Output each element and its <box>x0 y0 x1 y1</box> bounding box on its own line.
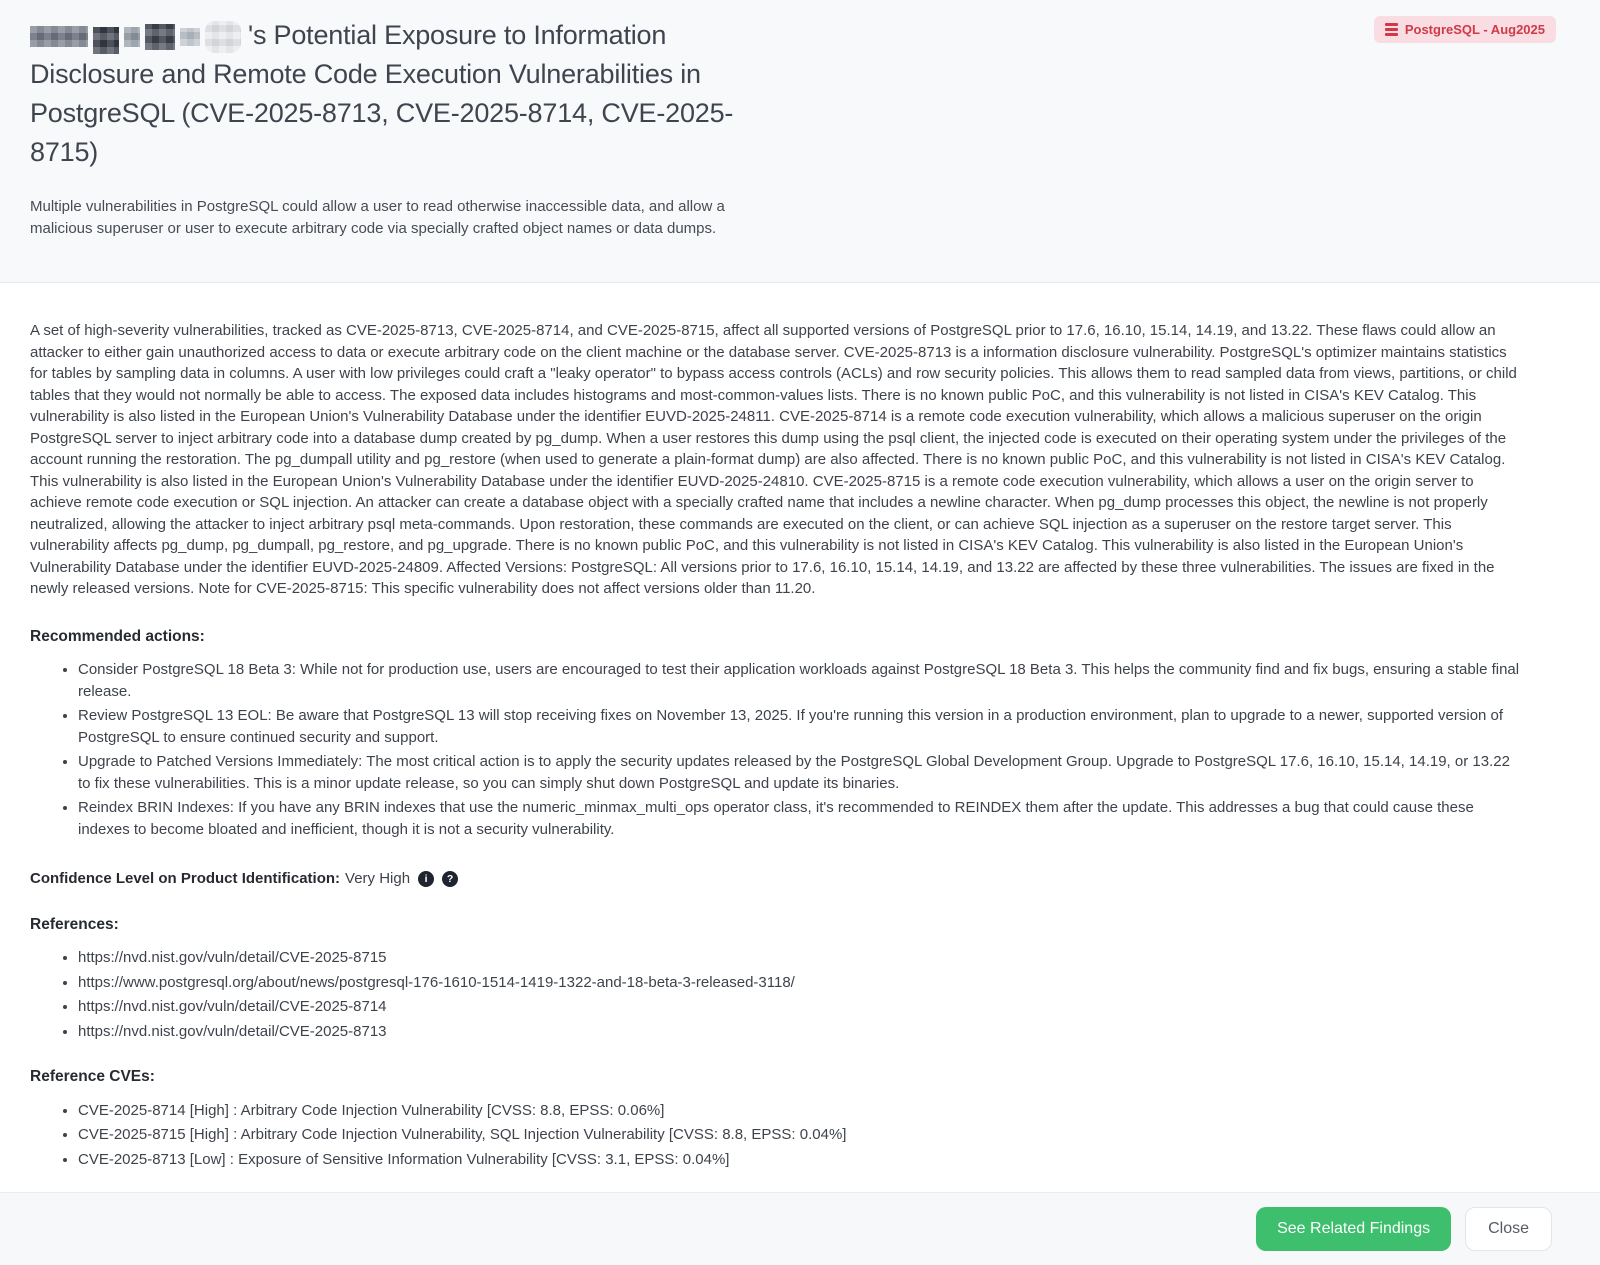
page-title <box>30 16 775 172</box>
report-header <box>0 0 1600 283</box>
reference-link: • https://nvd.nist.gov/vuln/detail/CVE-2025-8713 <box>78 1021 1525 1043</box>
report-body <box>0 283 1600 1222</box>
reference-link: • https://nvd.nist.gov/vuln/detail/CVE-2025-8714 <box>78 996 1525 1018</box>
cve-item: • CVE-2025-8715 [High] : Arbitrary Code Injection Vulnerability, SQL Injection Vulnerability [CVSS: 8.8, EPSS: 0.04%] <box>78 1124 1525 1146</box>
help-icon[interactable]: ? <box>442 871 458 887</box>
cve-item: • CVE-2025-8713 [Low] : Exposure of Sensitive Information Vulnerability [CVSS: 3.1, EPSS: 0.04%] <box>78 1149 1525 1171</box>
list-item: • Upgrade to Patched Versions Immediately: The most critical action is to apply the security updates released by the PostgreSQL Global Development Group. Upgrade to PostgreSQL 17.6, 16.10, 15.14, 14.19, or 13.22 to fix these vulnerabilities. This is a minor update release, so you can simply shut down PostgreSQL and update its binaries. <box>78 751 1525 794</box>
see-related-findings-button[interactable]: See Related Findings <box>1256 1207 1451 1251</box>
confidence-value: Very High <box>345 870 411 887</box>
recommended-actions-list <box>30 659 1525 840</box>
summary-paragraph: A set of high-severity vulnerabilities, tracked as CVE-2025-8713, CVE-2025-8714, and CVE-2025-8715, affect all supported versions of PostgreSQL prior to 17.6, 16.10, 15.14, 14.19, and 13.22. These flaws could allow an attacker to either gain unauthorized access to data or execute arbitrary code on the client machine or the database server. CVE-2025-8713 is a information disclosure vulnerability. PostgreSQL's optimizer maintains statistics for tables by sampling data in columns. A user with low privileges could craft a "leaky operator" to bypass access controls (ACLs) and row security policies. This allows them to read sampled data from views, partitions, or child tables that they would not normally be able to access. The exposed data includes histograms and most-common-values lists. There is no known public PoC, and this vulnerability is not listed in CISA's KEV Catalog. This vulnerability is also listed in the European Union's Vulnerability Database under the identifier EUVD-2025-24811. CVE-2025-8714 is a remote code execution vulnerability, which allows a malicious superuser on the origin PostgreSQL server to inject arbitrary code into a database dump created by pg_dump. When a user restores this dump using the psql client, the injected code is executed on their operating system under the privileges of the account running the restoration. The pg_dumpall utility and pg_restore (when used to generate a plain-format dump) are also affected. There is no known public PoC, and this vulnerability is not listed in CISA's KEV Catalog. This vulnerability is also listed in the European Union's Vulnerability Database under the identifier EUVD-2025-24810. CVE-2025-8715 is a remote code execution vulnerability, which allows a user on the origin server to achieve remote code execution or SQL injection. An attacker can create a database object with a specially crafted name that includes a newline character. When pg_dump processes this object, the newline is not properly neutralized, allowing the attacker to inject arbitrary psql meta-commands. Upon restoration, these commands are executed on the client, or can achieve SQL injection as a superuser on the restore target server. This vulnerability affects pg_dump, pg_dumpall, pg_restore, and pg_upgrade. There is no known public PoC, and this vulnerability is not listed in CISA's KEV Catalog. This vulnerability is also listed in the European Union's Vulnerability Database under the identifier EUVD-2025-24809. Affected Versions: PostgreSQL: All versions prior to 17.6, 16.10, 15.14, 14.19, and 13.22 are affected by these three vulnerabilities. The issues are fixed in the newly released versions. Note for CVE-2025-8715: This specific vulnerability does not affect versions older than 11.20. <box>30 322 1517 597</box>
confidence-label: Confidence Level on Product Identification: <box>30 870 341 887</box>
list-item: • Consider PostgreSQL 18 Beta 3: While not for production use, users are encouraged to test their application workloads against PostgreSQL 18 Beta 3. This helps the community find and fix bugs, ensuring a stable final release. <box>78 659 1525 702</box>
list-item: • Review PostgreSQL 13 EOL: Be aware that PostgreSQL 13 will stop receiving fixes on November 13, 2025. If you're running this version in a production environment, plan to upgrade to a newer, supported version of PostgreSQL to ensure continued security and support. <box>78 705 1525 748</box>
tag-badge-label: PostgreSQL - Aug2025 <box>1404 22 1545 37</box>
footer-bar <box>0 1192 1600 1265</box>
references-heading: References: <box>30 915 119 933</box>
report-subtitle: Multiple vulnerabilities in PostgreSQL could allow a user to read otherwise inaccessible data, and allow a malicious superuser or user to execute arbitrary code via specially crafted object names or data dumps. <box>30 198 725 237</box>
info-icon[interactable]: i <box>418 871 434 887</box>
confidence-row <box>30 868 1525 890</box>
reference-cves-list <box>30 1100 1525 1171</box>
redacted-org-name <box>30 19 241 54</box>
list-icon <box>1385 23 1398 36</box>
tag-badge[interactable] <box>1374 16 1556 43</box>
close-button[interactable]: Close <box>1465 1207 1552 1251</box>
list-item: • Reindex BRIN Indexes: If you have any BRIN indexes that use the numeric_minmax_multi_ops operator class, it's recommended to REINDEX them after the update. This addresses a bug that could cause these indexes to become bloated and inefficient, though it is not a security vulnerability. <box>78 797 1525 840</box>
reference-cves-heading: Reference CVEs: <box>30 1068 155 1085</box>
reference-link: • https://www.postgresql.org/about/news/postgresql-176-1610-1514-1419-1322-and-18-beta-3-released-3118/ <box>78 972 1525 994</box>
recommended-actions-heading: Recommended actions: <box>30 627 205 645</box>
cve-item: • CVE-2025-8714 [High] : Arbitrary Code Injection Vulnerability [CVSS: 8.8, EPSS: 0.06%] <box>78 1100 1525 1122</box>
reference-link: • https://nvd.nist.gov/vuln/detail/CVE-2025-8715 <box>78 947 1525 969</box>
references-list <box>30 947 1525 1042</box>
page-title-text: 's Potential Exposure to Information Disclosure and Remote Code Execution Vulnerabilities in PostgreSQL (CVE-2025-8713, CVE-2025-8714, CVE-2025-8715) <box>30 20 734 167</box>
